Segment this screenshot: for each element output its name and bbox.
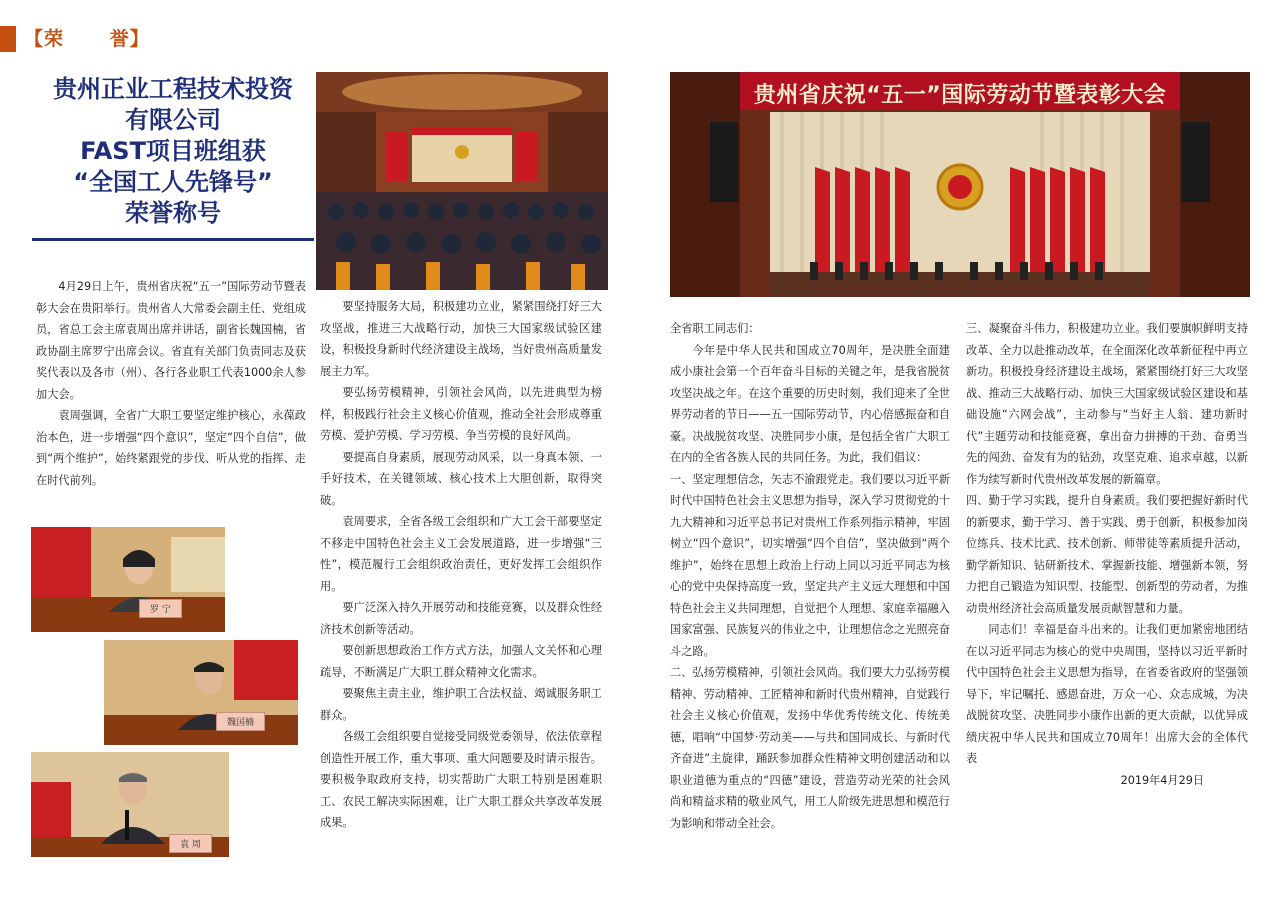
speaker-photo-1 [31,527,225,632]
headline-divider [32,238,314,241]
letter-salutation: 全省职工同志们： [670,322,760,335]
article-column-1 [36,276,306,491]
paragraph: 三、凝聚奋斗伟力，积极建功立业。我们要旗帜鲜明支持改革、全力以赴推动改革，在全面深化改革新征程中再立新功。积极投身经济建设主战场，紧紧围绕打好三大攻坚战、推动三大战略行动、加快三大国家级试验区建设和基础设施“六网会战”，主动参与“当好主人翁、建功新时代”主题劳动和技能竞赛，拿出奋力拼搏的干劲、奋勇当先的闯劲、奋发有为的钻劲，攻坚克难、追求卓越，以新作为续写新时代贵州改革发展的新篇章。 [966,322,1248,486]
headline-line: 贵州正业工程技术投资 [53,75,293,103]
nameplate: 罗 宁 [139,599,182,618]
paragraph: 要弘扬劳模精神，引领社会风尚，以先进典型为榜样，积极践行社会主义核心价值观，推动全社会形成尊重劳模、爱护劳模、学习劳模、争当劳模的良好风尚。 [320,386,602,442]
article-column-2 [320,296,602,834]
paragraph: 要聚焦主责主业，维护职工合法权益、竭诚服务职工群众。 [320,687,602,722]
award-ceremony-photo [670,72,1250,297]
conference-hall-photo [316,72,608,290]
ceremony-banner-text: 贵州省庆祝“五一”国际劳动节暨表彰大会 [753,83,1167,108]
nameplate: 袁 周 [169,834,212,853]
paragraph: 袁周要求，全省各级工会组织和广大工会干部要坚定不移走中国特色社会主义工会发展道路，进一步增强“三性”，模范履行工会组织政治责任，更好发挥工会组织作用。 [320,515,602,593]
paragraph: 要广泛深入持久开展劳动和技能竞赛，以及群众性经济技术创新等活动。 [320,601,602,636]
paragraph: 袁周强调，全省广大职工要坚定维护核心，永葆政治本色，进一步增强“四个意识”，坚定“四个自信”，做到“两个维护”，始终紧跟党的步伐、听从党的指挥、走在时代前列。 [36,409,306,487]
letter-column-1 [670,318,950,834]
speaker-photo-2 [104,640,298,745]
paragraph: 要提高自身素质，展现劳动风采，以一身真本领、一手好技术，在关键领域、核心技术上大胆创新，取得突破。 [320,450,602,507]
paragraph: 四、勤于学习实践，提升自身素质。我们要把握好新时代的新要求，勤于学习、善于实践、勇于创新，积极参加岗位练兵、技术比武、技术创新、师带徒等素质提升活动，勤学新知识、钻研新技术、掌握新技能、增强新本领，努力把自己锻造为知识型、技能型、创新型的劳动者，为推动贵州经济社会高质量发展贡献智慧和力量。 [966,494,1248,615]
letter-column-2 [966,318,1248,791]
article-headline [32,74,314,229]
paragraph: 4月29日上午，贵州省庆祝“五一”国际劳动节暨表彰大会在贵阳举行。贵州省人大常委会副主任、党组成员，省总工会主席袁周出席并讲话，副省长魏国楠，省政协副主席罗宁出席会议。省直有关部门负责同志及获奖代表以及各市（州）、各行各业职工代表1000余人参加大会。 [36,280,306,401]
section-marker [0,26,16,52]
paragraph: 一、坚定理想信念，矢志不渝跟党走。我们要以习近平新时代中国特色社会主义思想为指导，深入学习贯彻党的十九大精神和习近平总书记对贵州工作系列指示精神，牢固树立“四个意识”，切实增强“四个自信”，坚决做到“两个维护”，始终在思想上政治上行动上同以习近平同志为核心的党中央保持高度一致，坚定共产主义远大理想和中国特色社会主义共同理想，自觉把个人理想、家庭幸福融入国家富强、民族复兴的伟业之中，让理想信念之光照亮奋斗之路。 [670,472,950,658]
paragraph: 要创新思想政治工作方式方法，加强人文关怀和心理疏导，不断满足广大职工群众精神文化需求。 [320,644,602,679]
section-label: 【荣 誉】 [24,28,150,50]
paragraph: 各级工会组织要自觉接受同级党委领导，依法依章程创造性开展工作，重大事项、重大问题要及时请示报告。要积极争取政府支持，切实帮助广大职工特别是困难职工、农民工解决实际困难，让广大职工群众共享改革发展成果。 [320,730,602,829]
headline-line: FAST项目班组获 [80,137,266,165]
paragraph: 二、弘扬劳模精神，引领社会风尚。我们要大力弘扬劳模精神、劳动精神、工匠精神和新时代贵州精神，自觉践行社会主义核心价值观，发扬中华优秀传统文化、传统美德，唱响“中国梦·劳动美——与共和国同成长、与新时代齐奋进”主旋律，踊跃参加群众性精神文明创建活动和以职业道德为重点的“四德”建设，营造劳动光荣的社会风尚和精益求精的敬业风气，用工人阶级先进思想和模范行为影响和带动全社会。 [670,666,950,830]
headline-line: 有限公司 [125,106,221,134]
nameplate: 魏国楠 [216,712,265,731]
headline-line: 荣誉称号 [125,199,221,227]
paragraph: 同志们！幸福是奋斗出来的。让我们更加紧密地团结在以习近平同志为核心的党中央周围，坚持以习近平新时代中国特色社会主义思想为指导，在省委省政府的坚强领导下，牢记嘱托、感恩奋进，万众一心、众志成城，为决战脱贫攻坚、决胜同步小康作出新的更大贡献，以优异成绩庆祝中华人民共和国成立70周年！出席大会的全体代表 [966,623,1248,765]
headline-line: “全国工人先锋号” [73,168,273,196]
paragraph: 今年是中华人民共和国成立70周年，是决胜全面建成小康社会第一个百年奋斗目标的关键之年，是我省脱贫攻坚决战之年。在这个重要的历史时刻，我们迎来了全世界劳动者的节日——五一国际劳动节，内心倍感振奋和自豪。决战脱贫攻坚、决胜同步小康，是包括全省广大职工在内的全省各族人民的共同任务。为此，我们倡议： [670,343,950,464]
speaker-photo-3 [31,752,229,857]
paragraph: 要坚持服务大局，积极建功立业，紧紧围绕打好三大攻坚战，推进三大战略行动，加快三大国家级试验区建设，积极投身新时代经济建设主战场，当好贵州高质量发展主力军。 [320,300,602,378]
letter-date: 2019年4月29日 [1120,773,1204,787]
